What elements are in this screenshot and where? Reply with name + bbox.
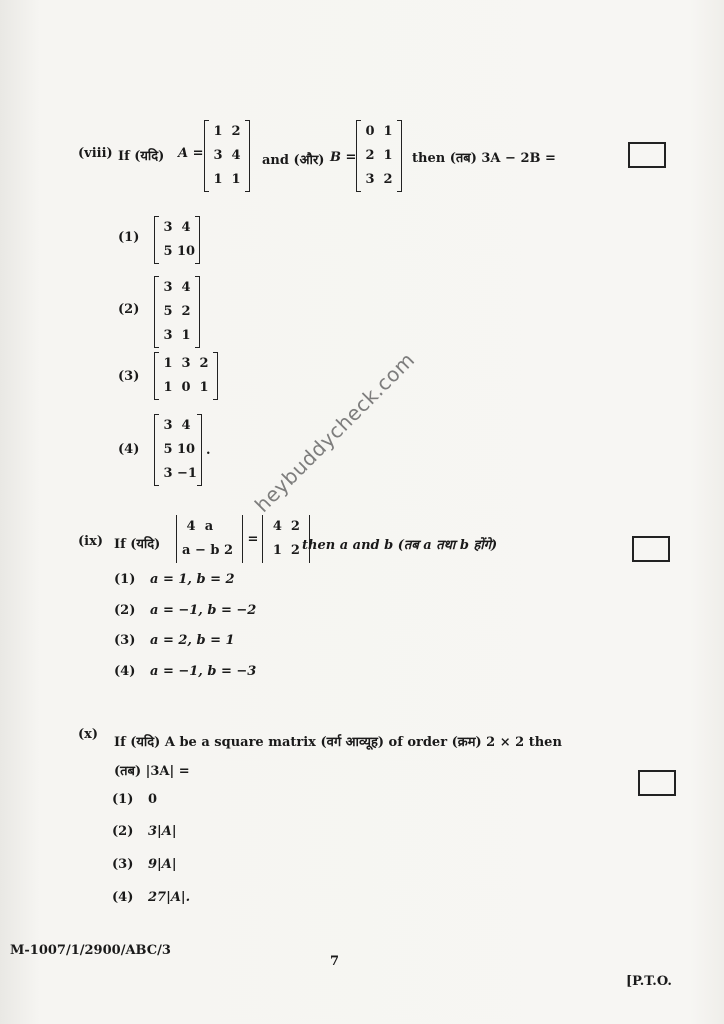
matrix-cell: 10 — [177, 442, 196, 457]
matrix-cell: 1 — [163, 380, 173, 395]
matrix-cell: 2 — [199, 356, 209, 371]
q8-answer-box[interactable] — [628, 142, 666, 168]
matrix-cell: 3 — [213, 148, 223, 163]
matrix-cell: a − b — [182, 543, 220, 558]
q10-option-3-label: (3) — [112, 857, 134, 872]
matrix-cell: 0 — [181, 380, 191, 395]
watermark: heybuddycheck.com — [250, 347, 420, 517]
q9-answer-box[interactable] — [632, 536, 670, 562]
matrix-row — [268, 515, 304, 539]
matrix-row — [182, 539, 237, 563]
matrix-row — [159, 276, 195, 300]
matrix-row — [209, 168, 245, 192]
q9-option-1-text: a = 1, b = 2 — [150, 572, 235, 587]
matrix-cell: 4 — [186, 519, 196, 534]
matrix-cell: 1 — [383, 148, 393, 163]
q10-option-1-label: (1) — [112, 792, 134, 807]
matrix-row — [268, 539, 304, 563]
matrix-cell: 2 — [231, 124, 241, 139]
footer-page-number: 7 — [330, 954, 340, 969]
matrix-cell: 1 — [213, 172, 223, 187]
matrix-cell: 3 — [163, 220, 173, 235]
q8-then: then (तब) 3A − 2B = — [412, 151, 556, 166]
q10-option-1-text: 0 — [148, 792, 158, 807]
matrix-row — [361, 120, 397, 144]
matrix-row — [209, 144, 245, 168]
matrix-cell: 1 — [272, 543, 282, 558]
q9-number: (ix) — [78, 534, 103, 549]
q8-option-3-label: (3) — [118, 369, 140, 384]
matrix-cell: 1 — [199, 380, 209, 395]
q8-number: (viii) — [78, 146, 113, 161]
q9-then: then a and b (तब a तथा b होंगे) — [302, 538, 498, 553]
q8-option-1-matrix — [154, 216, 200, 264]
matrix-cell: 3 — [163, 280, 173, 295]
matrix-cell: 3 — [163, 328, 173, 343]
q8-prefix: If (यदि) — [118, 149, 165, 164]
matrix-cell: 10 — [177, 244, 196, 259]
q8-option-2-matrix — [154, 276, 200, 348]
matrix-cell: 3 — [181, 356, 191, 371]
matrix-cell: a — [204, 519, 214, 534]
matrix-cell: 5 — [163, 442, 173, 457]
q8-option-3-matrix — [154, 352, 218, 400]
matrix-row — [361, 168, 397, 192]
matrix-row — [182, 515, 237, 539]
matrix-cell: 1 — [213, 124, 223, 139]
matrix-cell: 2 — [223, 543, 233, 558]
matrix-cell: 2 — [365, 148, 375, 163]
matrix-row — [159, 216, 195, 240]
q8-option-4-matrix — [154, 414, 210, 486]
matrix-cell: 4 — [181, 220, 191, 235]
matrix-cell: 2 — [290, 519, 300, 534]
matrix-cell: 1 — [383, 124, 393, 139]
matrix-cell: 4 — [231, 148, 241, 163]
q9-option-4-text: a = −1, b = −3 — [150, 664, 257, 679]
matrix-cell: 2 — [181, 304, 191, 319]
q10-line2: (तब) |3A| = — [114, 764, 190, 779]
matrix-cell: 5 — [163, 244, 173, 259]
matrix-cell: 0 — [365, 124, 375, 139]
q8-matrix-b — [356, 120, 402, 192]
matrix-cell: 3 — [163, 466, 173, 481]
matrix-cell: 4 — [181, 418, 191, 433]
q9-equation — [176, 515, 310, 563]
q8-option-2-label: (2) — [118, 302, 140, 317]
footer-pto: [P.T.O. — [626, 974, 672, 989]
matrix-row — [159, 240, 195, 264]
matrix-cell: 5 — [163, 304, 173, 319]
q9-det-left — [176, 515, 243, 563]
q8-and: and (और) — [262, 153, 325, 168]
q9-option-2-text: a = −1, b = −2 — [150, 603, 257, 618]
q8-b-var: B = — [330, 150, 357, 165]
q9-option-1-label: (1) — [114, 572, 136, 587]
q10-answer-box[interactable] — [638, 770, 676, 796]
q10-number: (x) — [78, 727, 99, 742]
q8-a-var: A = — [178, 146, 204, 161]
matrix-row — [159, 462, 197, 486]
q10-option-2-text: 3|A| — [148, 824, 177, 839]
q9-option-3-text: a = 2, b = 1 — [150, 633, 235, 648]
q10-option-4-text: 27|A|. — [148, 890, 191, 905]
matrix-row — [209, 120, 245, 144]
q9-equals: = — [247, 531, 259, 547]
matrix-cell: −1 — [177, 466, 197, 481]
q8-matrix-a — [204, 120, 250, 192]
matrix-row — [159, 376, 213, 400]
matrix-cell: 1 — [163, 356, 173, 371]
footer-code: M-1007/1/2900/ABC/3 — [10, 943, 171, 958]
q9-option-3-label: (3) — [114, 633, 136, 648]
q9-option-2-label: (2) — [114, 603, 136, 618]
matrix-row — [159, 324, 195, 348]
matrix-cell: 2 — [290, 543, 300, 558]
matrix-row — [159, 414, 197, 438]
matrix-cell: 4 — [272, 519, 282, 534]
matrix-cell: 1 — [181, 328, 191, 343]
matrix-cell: 3 — [163, 418, 173, 433]
matrix-cell: 1 — [231, 172, 241, 187]
q10-option-4-label: (4) — [112, 890, 134, 905]
q9-prefix: If (यदि) — [114, 537, 161, 552]
q10-option-2-label: (2) — [112, 824, 134, 839]
matrix-cell: 4 — [181, 280, 191, 295]
matrix-row — [159, 352, 213, 376]
matrix-cell: 2 — [383, 172, 393, 187]
q8-option-1-label: (1) — [118, 230, 140, 245]
q8-option-4-trail: . — [205, 442, 211, 458]
matrix-row — [159, 438, 197, 462]
q8-option-4-label: (4) — [118, 442, 140, 457]
q10-line1: If (यदि) A be a square matrix (वर्ग आव्यूह) of order (क्रम) 2 × 2 then — [114, 735, 562, 750]
matrix-cell: 3 — [365, 172, 375, 187]
matrix-row — [361, 144, 397, 168]
matrix-row — [159, 300, 195, 324]
q10-option-3-text: 9|A| — [148, 857, 177, 872]
q9-option-4-label: (4) — [114, 664, 136, 679]
